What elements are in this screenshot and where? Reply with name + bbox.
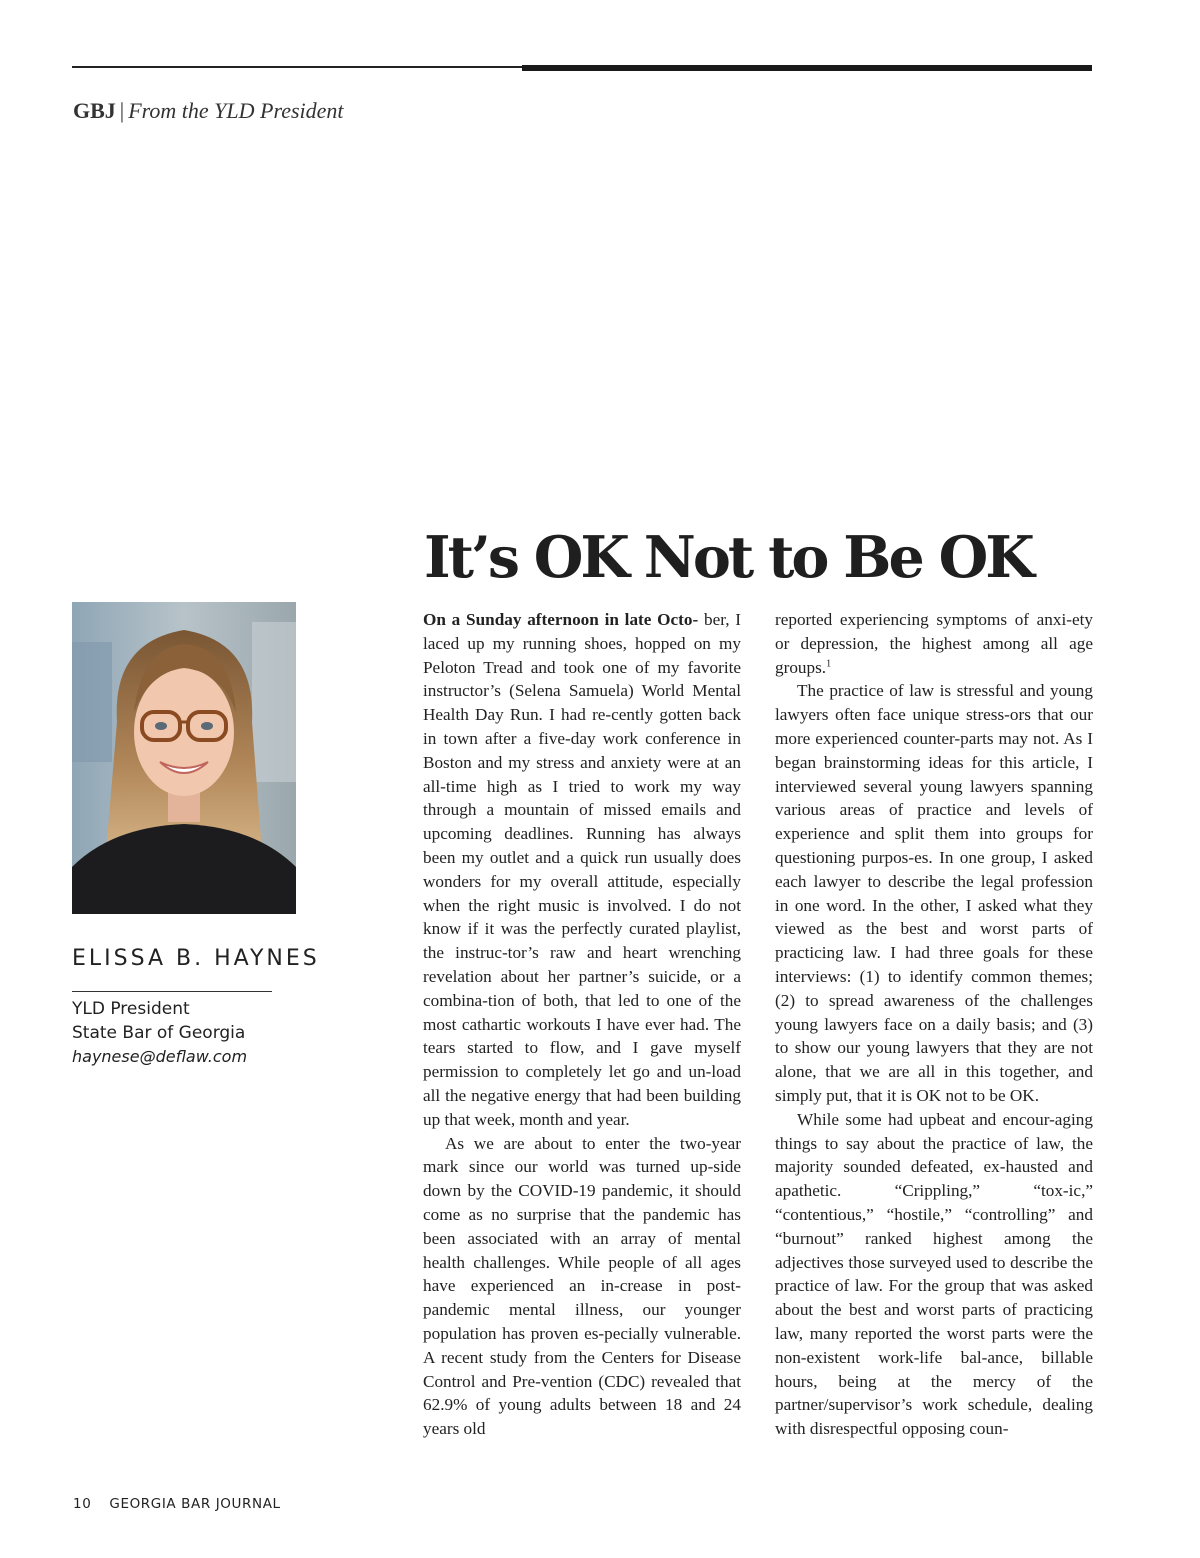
page-number: 10 (73, 1496, 92, 1512)
paragraph-text: reported experiencing symptoms of anxi-ety or depression, the highest among all age groups. (775, 610, 1093, 677)
paragraph-text: ber, I laced up my running shoes, hopped on my Peloton Tread and took one of my favorite instructor’s (Selena Samuela) World Mental Health Day Run. I had re-cently gotten back in town after a five-day work conference in Boston and my stress and anxiety were at an all-time high as I tried to work my way through a mountain of missed emails and upcoming deadlines. Running has always been my outlet and a quick run usually does wonders for my overall attitude, especially when the right music is involved. I do not know if it was the perfectly curated playlist, the instruc-tor’s raw and heart wrenching revelation about her partner’s suicide, or a combina-tion of both, that led to one of the most cathartic workouts I have ever had. The tears started to flow, and I gave myself permission to completely let go and un-load all the negative energy that had been building up that week, month and year. (423, 610, 742, 1129)
author-email: haynese@deflaw.com (72, 1047, 248, 1066)
author-portrait-icon (72, 602, 296, 914)
running-header (73, 98, 344, 124)
author-name: ELISSA B. HAYNES (72, 946, 320, 971)
article-column-2 (775, 608, 1093, 1441)
paragraph: The practice of law is stressful and young lawyers often face unique stress-ors that our more experienced counter-parts may not. As I began brainstorming ideas for this article, I interviewed several young lawyers spanning various areas of practice and levels of experience and split them into groups for questioning purpos-es. In one group, I asked each lawyer to describe the legal profession in one word. In the other, I asked what they viewed as the best and worst parts of practicing law. I had three goals for these interviews: (1) to identify common themes; (2) to spread awareness of the challenges young lawyers face on a daily basis; and (3) to show our young lawyers that they are not alone, that we are all in this together, and simply put, that it is OK not to be OK. (775, 681, 1093, 1105)
paragraph (775, 608, 1093, 679)
author-details (72, 997, 247, 1069)
section-name: From the YLD President (128, 98, 344, 123)
header-separator: | (119, 98, 125, 123)
paragraph (423, 608, 741, 1132)
paragraph: While some had upbeat and encour-aging things to say about the practice of law, the majority sounded defeated, ex-hausted and apathetic. “Crippling,” “tox-ic,” “contentious,” “hostile,” “controlling” and “burnout” ranked highest among the adjectives those surveyed used to describe the practice of law. For the group that was asked about the best and worst parts of practicing law, many reported the worst parts were the non-existent work-life bal-ance, billable hours, being at the mercy of the partner/supervisor’s work schedule, dealing with disrespectful opposing coun- (775, 1109, 1093, 1439)
article-title: It’s OK Not to Be OK (424, 524, 1032, 591)
author-photo (72, 602, 296, 914)
lead-in: On a Sunday afternoon in late Octo- (423, 610, 699, 629)
paragraph: As we are about to enter the two-year mark since our world was turned up-side down by the COVID-19 pandemic, it should come as no surprise that the pandemic has been associated with an array of mental health challenges. While people of all ages have experienced an in-crease in post-pandemic mental illness, our younger population has proven es-pecially vulnerable. A recent study from the Centers for Disease Control and Pre-vention (CDC) revealed that 62.9% of young adults between 18 and 24 years old (423, 1133, 741, 1439)
author-role: YLD President (72, 999, 190, 1019)
publication-abbrev: GBJ (73, 98, 116, 123)
footnote-marker[interactable]: 1 (826, 657, 832, 669)
header-thin-rule (72, 66, 524, 68)
author-organization: State Bar of Georgia (72, 1023, 246, 1043)
author-divider (72, 991, 272, 992)
page-footer (73, 1496, 281, 1512)
header-thick-rule (522, 65, 1092, 71)
footer-publication: GEORGIA BAR JOURNAL (109, 1496, 281, 1512)
article-column-1 (423, 608, 741, 1441)
